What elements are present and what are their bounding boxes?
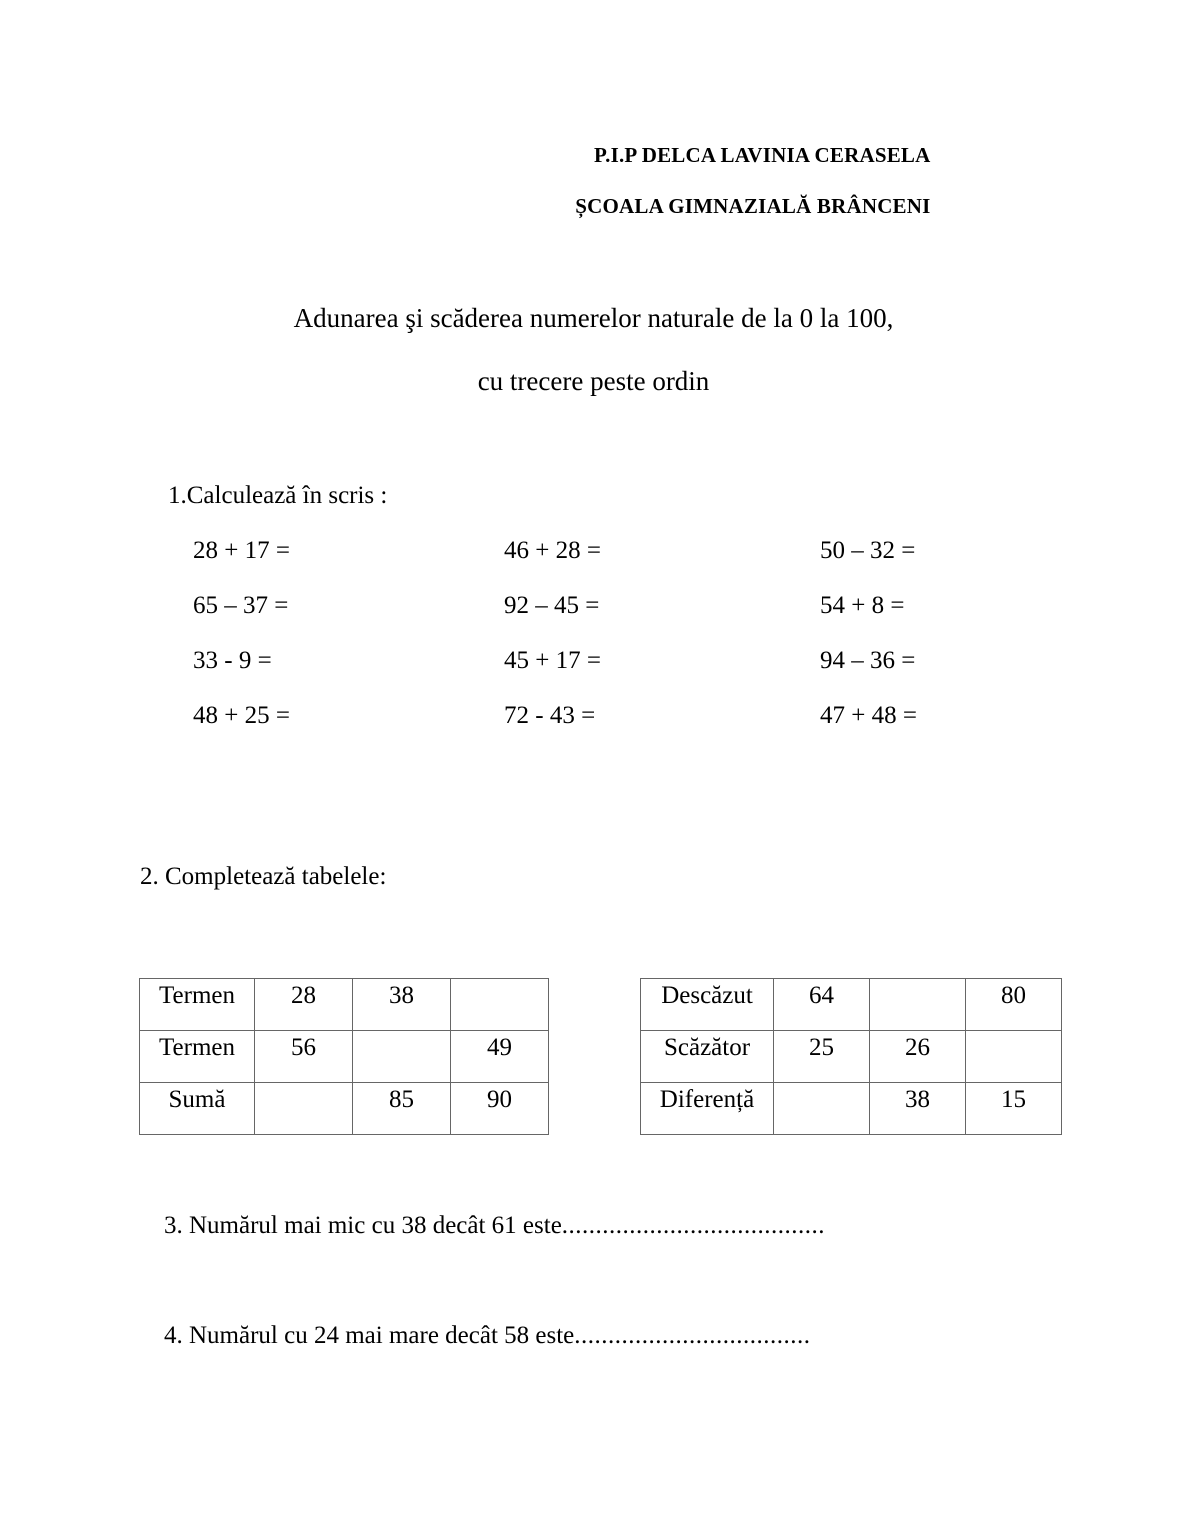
table-cell[interactable]: 80: [966, 979, 1062, 1031]
exercise-2-heading: 2. Completează tabelele:: [140, 863, 387, 890]
problem-item: 45 + 17 =: [504, 647, 601, 674]
table-cell[interactable]: 28: [255, 979, 353, 1031]
table-cell[interactable]: [966, 1031, 1062, 1083]
problem-row: [0, 592, 1187, 647]
table-cell[interactable]: [451, 979, 549, 1031]
worksheet-title-line-1: Adunarea şi scăderea numerelor naturale de la 0 la 100,: [293, 303, 894, 333]
problem-row: [0, 647, 1187, 702]
table-cell[interactable]: 38: [353, 979, 451, 1031]
exercise-3-text: 3. Numărul mai mic cu 38 decât 61 este: [164, 1212, 562, 1239]
exercise-3: [164, 1212, 825, 1240]
subtraction-table: [640, 978, 1062, 1135]
table-cell[interactable]: 90: [451, 1083, 549, 1135]
table-row: [641, 1083, 1062, 1135]
table-cell[interactable]: 56: [255, 1031, 353, 1083]
problem-item: 65 – 37 =: [193, 592, 289, 619]
problem-item: 33 - 9 =: [193, 647, 272, 674]
table-cell[interactable]: 85: [353, 1083, 451, 1135]
table-row: [641, 1031, 1062, 1083]
problem-row: [0, 537, 1187, 592]
problem-item: 72 - 43 =: [504, 702, 596, 729]
exercise-4-answer-blank[interactable]: ...................................: [574, 1322, 811, 1349]
school-header-line-1: [0, 143, 1187, 168]
row-label: Termen: [140, 979, 255, 1031]
row-label: Scăzător: [641, 1031, 774, 1083]
teacher-name: P.I.P DELCA LAVINIA CERASELA: [594, 143, 931, 167]
problem-item: 94 – 36 =: [820, 647, 916, 674]
table-row: [140, 1031, 549, 1083]
table-cell[interactable]: 64: [774, 979, 870, 1031]
table-row: [140, 1083, 549, 1135]
table-cell[interactable]: 25: [774, 1031, 870, 1083]
table-cell[interactable]: [774, 1083, 870, 1135]
table-cell[interactable]: 26: [870, 1031, 966, 1083]
table-row: [641, 979, 1062, 1031]
problem-item: 92 – 45 =: [504, 592, 600, 619]
row-label: Diferență: [641, 1083, 774, 1135]
exercise-4-text: 4. Numărul cu 24 mai mare decât 58 este: [164, 1322, 575, 1349]
exercise-1-heading: 1.Calculează în scris :: [168, 482, 388, 509]
problem-item: 47 + 48 =: [820, 702, 917, 729]
problem-item: 50 – 32 =: [820, 537, 916, 564]
worksheet-title-line-2: cu trecere peste ordin: [477, 366, 710, 396]
table-cell[interactable]: [255, 1083, 353, 1135]
problem-item: 46 + 28 =: [504, 537, 601, 564]
row-label: Termen: [140, 1031, 255, 1083]
table-cell[interactable]: 38: [870, 1083, 966, 1135]
row-label: Sumă: [140, 1083, 255, 1135]
exercise-4: [164, 1322, 811, 1350]
problem-item: 28 + 17 =: [193, 537, 290, 564]
addition-table: [139, 978, 549, 1135]
table-cell[interactable]: 15: [966, 1083, 1062, 1135]
table-row: [140, 979, 549, 1031]
row-label: Descăzut: [641, 979, 774, 1031]
problem-item: 54 + 8 =: [820, 592, 905, 619]
problem-item: 48 + 25 =: [193, 702, 290, 729]
table-cell[interactable]: [870, 979, 966, 1031]
table-cell[interactable]: [353, 1031, 451, 1083]
exercise-1-problems: [0, 537, 1187, 757]
problem-row: [0, 702, 1187, 757]
table-cell[interactable]: 49: [451, 1031, 549, 1083]
exercise-3-answer-blank[interactable]: .......................................: [561, 1212, 826, 1239]
school-name: ȘCOALA GIMNAZIALĂ BRÂNCENI: [575, 194, 931, 218]
school-header-line-2: [0, 194, 1187, 219]
